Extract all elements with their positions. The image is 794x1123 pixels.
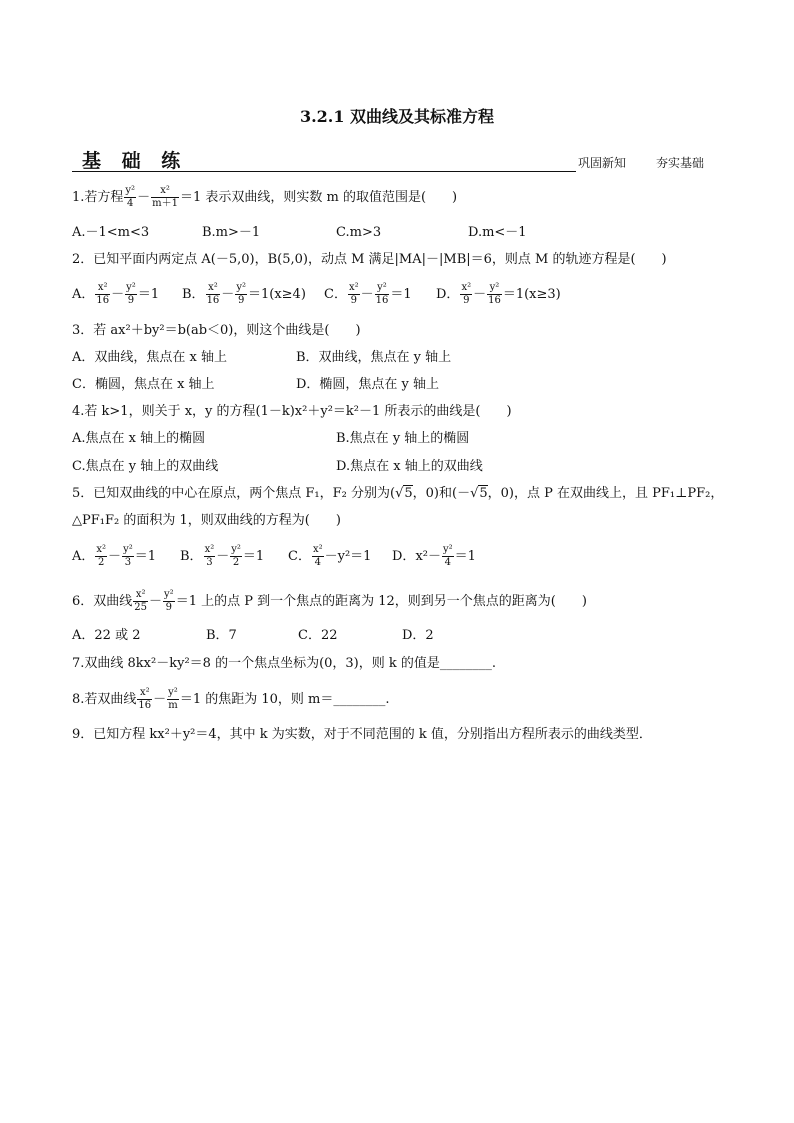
q2-a-label: A． xyxy=(72,287,95,302)
q1-prefix: 1.若方程 xyxy=(72,190,124,205)
q1-option-a: A.－1<m<3 xyxy=(72,225,150,240)
q5-d-label: D． xyxy=(392,549,416,564)
q6-f1n: x² xyxy=(133,590,148,602)
q2-c-tail: ＝1 xyxy=(390,287,412,302)
q2-c-f1d: 9 xyxy=(350,295,357,306)
q2-a-f1n: x² xyxy=(95,283,110,295)
q2-c-frac2 xyxy=(375,283,390,306)
q3-option-d: D．椭圆，焦点在 y 轴上 xyxy=(296,377,440,392)
q5-a-f1n: x² xyxy=(96,544,107,555)
section-subtitle-2: 夯实基础 xyxy=(656,156,705,170)
q2-b-label: B． xyxy=(182,287,205,302)
page-title: 3.2.1 双曲线及其标准方程 xyxy=(299,107,495,126)
q2-c-frac1 xyxy=(348,283,360,306)
q1-f1-num: y² xyxy=(125,185,136,196)
q2-option-d: D． $\frac{\text{x²}}{9}$ － $\frac{\text{y²}}{16}$ ＝1(x≥3) xyxy=(436,282,561,306)
q2-b-f2n: y² xyxy=(236,282,246,293)
q8-prefix: 8.若双曲线 xyxy=(72,692,137,707)
q6-f1d: 25 xyxy=(134,602,148,613)
q2-d-f2d: 16 xyxy=(488,295,501,306)
q5-d-tail: ＝1 xyxy=(454,549,476,564)
question-6 xyxy=(72,590,587,613)
q1-option-d: D.m<－1 xyxy=(468,225,527,240)
section-rule xyxy=(72,171,576,172)
q8-frac1 xyxy=(137,688,152,711)
q5-b-f1d: 3 xyxy=(206,557,213,568)
q8-f1n: x² xyxy=(137,688,152,700)
q1-fraction-1 xyxy=(124,186,136,209)
q3-option-b: B．双曲线，焦点在 y 轴上 xyxy=(296,350,452,365)
q5-c-f1n: x² xyxy=(312,544,323,555)
q6-f2n: y² xyxy=(164,589,174,600)
q5-a-f2n: y² xyxy=(123,544,133,555)
q1-fraction-2 xyxy=(151,186,179,209)
q1-minus: － xyxy=(137,190,151,205)
q2-d-frac1 xyxy=(460,283,472,306)
q2-a-frac1 xyxy=(95,283,110,306)
q1-option-b: B.m>－1 xyxy=(202,225,261,240)
q6-frac2 xyxy=(163,590,175,613)
q3-option-c: C．椭圆，焦点在 x 轴上 xyxy=(72,377,215,392)
q2-b-f1n: x² xyxy=(206,283,221,295)
q5-b-f2n: y² xyxy=(231,544,241,555)
q5-text-a: 5．已知双曲线的中心在原点，两个焦点 F₁，F₂ 分别为( xyxy=(72,486,396,501)
q5-a-tail: ＝1 xyxy=(134,549,157,564)
q6-f2d: 9 xyxy=(165,602,173,613)
question-1 xyxy=(72,186,457,209)
q5-d-f2n: y² xyxy=(442,544,453,555)
q2-c-f1n: x² xyxy=(348,282,359,293)
q2-c-f2d: 16 xyxy=(375,295,389,306)
q5-a-f1d: 2 xyxy=(98,557,105,568)
q2-a-frac2 xyxy=(125,283,137,306)
q5-c-frac1 xyxy=(312,545,324,568)
q5-option-c xyxy=(288,545,371,568)
q5-b-tail: ＝1 xyxy=(242,549,265,564)
question-8 xyxy=(72,688,390,711)
q5-option-b: B． $\frac{\text{x²}}{3}$ － $\frac{\text{y²}}{2}$ ＝1 xyxy=(180,544,265,568)
sqrt-symbol: √ xyxy=(470,486,479,501)
q2-c-f2n: y² xyxy=(375,283,390,295)
section-subtitle-1: 巩固新知 xyxy=(578,156,627,170)
sqrt-symbol: √ xyxy=(395,486,404,501)
q2-a-f2d: 9 xyxy=(127,295,135,306)
q5-sqrt-2: 5 xyxy=(479,486,488,501)
q5-d-f2d: 4 xyxy=(444,557,451,568)
q3-option-a: A．双曲线，焦点在 x 轴上 xyxy=(72,350,227,365)
q5-text-c: ，0)，点 P 在双曲线上，且 PF₁⊥PF₂， xyxy=(487,486,724,501)
q5-d-frac2 xyxy=(442,545,454,568)
question-2: 2．已知平面内两定点 A(－5,0)，B(5,0)，动点 M 满足|MA|－|MB|＝6，则点 M 的轨迹方程是( ) xyxy=(72,252,667,267)
q5-c-label: C． xyxy=(288,549,311,564)
q6-option-d: D．2 xyxy=(402,628,434,643)
q1-f2-num: x² xyxy=(151,186,179,198)
q8-f2n: y² xyxy=(168,687,178,698)
q6-frac1 xyxy=(133,590,148,613)
question-3: 3．若 ax²＋by²＝b(ab＜0)，则这个曲线是( ) xyxy=(72,323,361,338)
q5-b-f1n: x² xyxy=(204,544,215,555)
q2-c-label: C． xyxy=(324,287,347,302)
q5-d-head: x²－ xyxy=(415,549,441,564)
q5-option-a: A． $\frac{\text{x²}}{2}$ － $\frac{\text{y²}}{3}$ ＝1 xyxy=(72,544,157,568)
q1-suffix: ＝1 表示双曲线，则实数 m 的取值范围是( ) xyxy=(179,190,458,205)
q5-b-label: B． xyxy=(180,549,203,564)
q2-b-f2d: 9 xyxy=(237,295,245,306)
q4-option-b: B.焦点在 y 轴上的椭圆 xyxy=(336,431,470,446)
q8-frac2 xyxy=(167,688,179,711)
q1-option-c: C.m>3 xyxy=(336,225,382,240)
q5-b-frac1 xyxy=(204,545,216,568)
q6-option-b: B．7 xyxy=(206,628,237,643)
q2-b-frac2 xyxy=(235,283,247,306)
q2-a-f2n: y² xyxy=(126,282,136,293)
q2-option-b: B． $\frac{\text{x²}}{16}$ － $\frac{\text{y²}}{9}$ ＝1(x≥4) xyxy=(182,282,306,306)
question-9: 9．已知方程 kx²＋y²＝4，其中 k 为实数，对于不同范围的 k 值，分别指出方程所表示的曲线类型． xyxy=(72,727,652,742)
q5-c-f1d: 4 xyxy=(314,557,321,568)
q5-option-d xyxy=(392,545,476,568)
q5-b-frac2 xyxy=(230,545,242,568)
section-header xyxy=(72,146,712,172)
q1-f1-den: 4 xyxy=(127,198,134,209)
q2-d-frac2 xyxy=(487,283,502,306)
q1-f2-den: m＋1 xyxy=(152,198,178,209)
q2-b-tail: ＝1(x≥4) xyxy=(247,287,306,302)
q2-d-f1n: x² xyxy=(461,282,472,293)
q4-option-d: D.焦点在 x 轴上的双曲线 xyxy=(336,459,483,474)
q8-f2d: m xyxy=(168,700,178,711)
q5-b-f2d: 2 xyxy=(232,557,240,568)
q8-f1d: 16 xyxy=(138,700,152,711)
question-7: 7.双曲线 8kx²－ky²＝8 的一个焦点坐标为(0，3)，则 k 的值是________. xyxy=(72,656,497,671)
q2-option-a: A． $\frac{\text{x²}}{16}$ － $\frac{\text{y²}}{9}$ ＝1 xyxy=(72,282,160,306)
q6-prefix: 6．双曲线 xyxy=(72,594,133,609)
q4-option-a: A.焦点在 x 轴上的椭圆 xyxy=(72,431,206,446)
q2-option-c: C． $\frac{\text{x²}}{9}$ － $\frac{\text{y²}}{16}$ ＝1 xyxy=(324,282,412,306)
section-label: 基 础 练 xyxy=(82,150,188,172)
q2-b-f1d: 16 xyxy=(206,295,220,306)
q5-c-tail: －y²＝1 xyxy=(324,549,372,564)
q2-d-f2n: y² xyxy=(487,283,502,295)
q5-a-f2d: 3 xyxy=(124,557,132,568)
q2-a-tail: ＝1 xyxy=(137,287,160,302)
q6-option-c: C．22 xyxy=(298,628,338,643)
q8-minus: － xyxy=(153,692,167,707)
q2-d-tail: ＝1(x≥3) xyxy=(502,287,561,302)
q5-a-label: A． xyxy=(72,549,95,564)
question-5-line-1 xyxy=(72,484,723,504)
q5-a-frac1 xyxy=(95,545,107,568)
q5-text-b: ，0)和(－ xyxy=(412,486,471,501)
q2-b-frac1 xyxy=(206,283,221,306)
q5-sqrt-1: 5 xyxy=(404,486,413,501)
q6-suffix: ＝1 上的点 P 到一个焦点的距离为 12，则到另一个焦点的距离为( ) xyxy=(175,594,587,609)
q4-option-c: C.焦点在 y 轴上的双曲线 xyxy=(72,459,219,474)
q2-d-label: D． xyxy=(436,287,460,302)
question-4: 4.若 k>1，则关于 x，y 的方程(1－k)x²＋y²＝k²－1 所表示的曲线是( ) xyxy=(72,404,512,419)
q2-d-f1d: 9 xyxy=(463,295,470,306)
q6-option-a: A．22 或 2 xyxy=(72,628,141,643)
q6-minus: － xyxy=(149,594,163,609)
q5-a-frac2 xyxy=(122,545,134,568)
q8-suffix: ＝1 的焦距为 10，则 m＝________. xyxy=(179,692,390,707)
q2-a-f1d: 16 xyxy=(96,295,110,306)
question-5-line-2: △PF₁F₂ 的面积为 1，则双曲线的方程为( ) xyxy=(72,513,341,528)
